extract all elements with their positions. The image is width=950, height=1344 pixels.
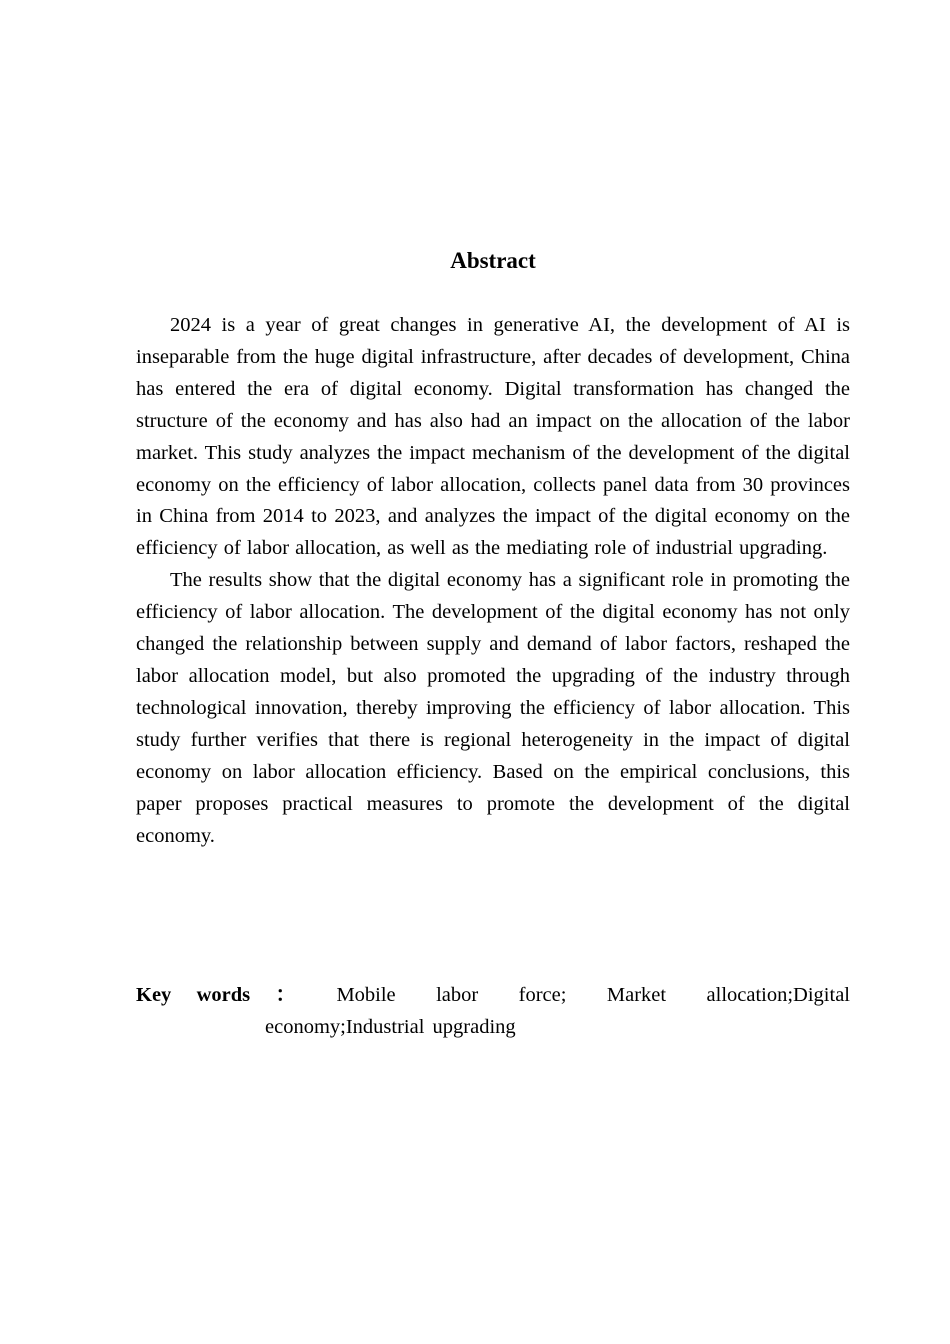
keywords-label-colon: ： bbox=[275, 984, 296, 1006]
abstract-heading bbox=[136, 246, 850, 276]
keyword-term: labor bbox=[436, 984, 479, 1006]
keywords-label-words: words bbox=[196, 984, 251, 1006]
keywords-label bbox=[136, 980, 296, 1012]
keywords-label-key: Key bbox=[136, 984, 172, 1006]
abstract-paragraph-2: The results show that the digital economy has a significant role in promoting the efficiency of labor allocation. The development of the digital economy has not only changed the relationship between supply and demand of labor factors, reshaped the labor allocation model, but also promoted the upgrading of the industry through technological innovation, thereby improving the efficiency of labor allocation. This study further verifies that there is regional heterogeneity in the impact of digital economy on labor allocation efficiency. Based on the empirical conclusions, this paper proposes practical measures to promote the development of the digital economy. bbox=[136, 569, 850, 847]
keyword-term: allocation;Digital bbox=[706, 984, 850, 1006]
keywords-section bbox=[136, 980, 850, 1044]
keyword-term: force; bbox=[518, 984, 567, 1006]
keywords-line-1 bbox=[136, 980, 850, 1012]
abstract-body bbox=[136, 310, 850, 852]
abstract-paragraph-1: 2024 is a year of great changes in generative AI, the development of AI is inseparable from the huge digital infrastructure, after decades of development, China has entered the era of digital economy. Digital transformation has changed the structure of the economy and has also had an impact on the allocation of the labor market. This study analyzes the impact mechanism of the development of the digital economy on the efficiency of labor allocation, collects panel data from 30 provinces in China from 2014 to 2023, and analyzes the impact of the digital economy on the efficiency of labor allocation, as well as the mediating role of industrial upgrading. bbox=[136, 314, 850, 560]
abstract-title: Abstract bbox=[450, 248, 536, 273]
keywords-line-2: economy;Industrial upgrading bbox=[265, 1015, 516, 1038]
keyword-term: Mobile bbox=[336, 984, 396, 1006]
keyword-term: Market bbox=[606, 984, 667, 1006]
